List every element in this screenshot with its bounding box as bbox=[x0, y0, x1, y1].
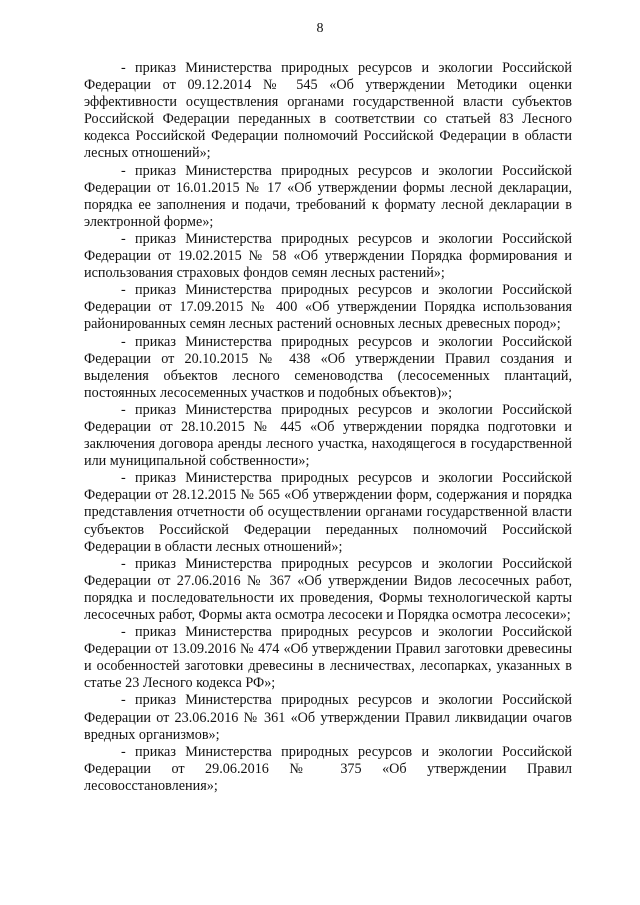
list-item: - приказ Министерства природных ресурсов и экологии Российской Федерации от 29.06.2016 № 375 «Об утверждении Правил лесовосстановления»; bbox=[84, 743, 572, 794]
page-number: 8 bbox=[316, 21, 324, 36]
list-item: - приказ Министерства природных ресурсов и экологии Российской Федерации от 27.06.2016 № 367 «Об утверждении Видов лесосечных работ, порядка и последовательности их проведения, Формы технологической карты лесосечных работ, Формы акта осмотра лесосеки и Порядка осмотра лесосеки»; bbox=[84, 555, 572, 623]
list-item: - приказ Министерства природных ресурсов и экологии Российской Федерации от 28.12.2015 № 565 «Об утверждении форм, содержания и порядка представления отчетности об осуществлении органами государственной власти субъектов Российской Федерации переданных полномочий Российской Федерации в области лесных отношений»; bbox=[84, 470, 572, 555]
list-item: - приказ Министерства природных ресурсов и экологии Российской Федерации от 23.06.2016 № 361 «Об утверждении Правил ликвидации очагов вредных организмов»; bbox=[84, 692, 572, 743]
list-item: - приказ Министерства природных ресурсов и экологии Российской Федерации от 13.09.2016 № 474 «Об утверждении Правил заготовки древесины и особенностей заготовки древесины в лесничествах, лесопарках, указанных в статье 23 Лесного кодекса РФ»; bbox=[84, 624, 572, 692]
document-body bbox=[84, 60, 572, 795]
list-item: - приказ Министерства природных ресурсов и экологии Российской Федерации от 28.10.2015 № 445 «Об утверждении порядка подготовки и заключения договора аренды лесного участка, находящегося в государственной или муниципальной собственности»; bbox=[84, 401, 572, 470]
list-item: - приказ Министерства природных ресурсов и экологии Российской Федерации от 19.02.2015 № 58 «Об утверждении Порядка формирования и использования страховых фондов семян лесных растений»; bbox=[84, 230, 572, 282]
list-item: - приказ Министерства природных ресурсов и экологии Российской Федерации от 09.12.2014 № 545 «Об утверждении Методики оценки эффективности осуществления органами государственной власти субъектов Российской Федерации переданных в соответствии со статьей 83 Лесного кодекса Российской Федерации полномочий Российской Федерации в области лесных отношений»; bbox=[84, 60, 572, 162]
list-item: - приказ Министерства природных ресурсов и экологии Российской Федерации от 20.10.2015 № 438 «Об утверждении Правил создания и выделения объектов лесного семеноводства (лесосеменных плантаций, постоянных лесосеменных участков и подобных объектов)»; bbox=[84, 333, 572, 401]
list-item: - приказ Министерства природных ресурсов и экологии Российской Федерации от 17.09.2015 № 400 «Об утверждении Порядка использования районированных семян лесных растений основных лесных древесных пород»; bbox=[84, 282, 572, 333]
list-item: - приказ Министерства природных ресурсов и экологии Российской Федерации от 16.01.2015 № 17 «Об утверждении формы лесной декларации, порядка ее заполнения и подачи, требований к формату лесной декларации в электронной форме»; bbox=[84, 162, 572, 230]
